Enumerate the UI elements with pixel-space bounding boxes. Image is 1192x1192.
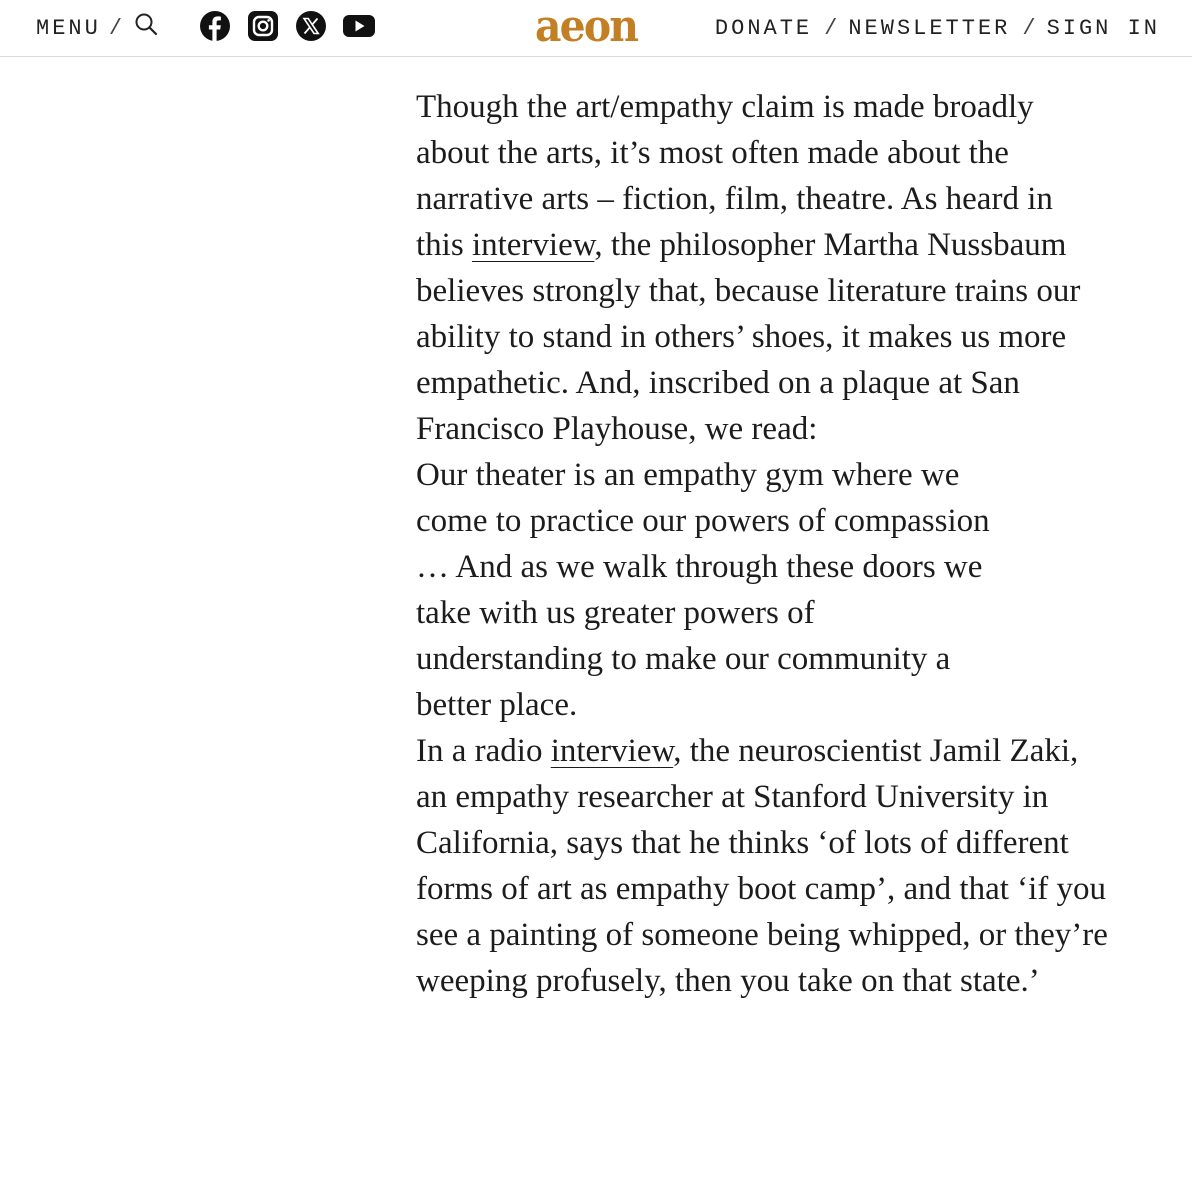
newsletter-link[interactable]: NEWSLETTER: [848, 15, 1011, 41]
instagram-icon[interactable]: [246, 9, 280, 43]
youtube-icon[interactable]: [342, 9, 376, 43]
sign-in-link[interactable]: SIGN IN: [1046, 15, 1160, 41]
paragraph-text: , the philosopher Martha Nussbaum believes strongly that, because literature trains our ability to stand in others’ shoes, it makes us more empathetic. And, inscribed on a plaque at San Francisco Playhouse, we read:: [416, 227, 1081, 447]
interview-link[interactable]: interview: [471, 227, 595, 263]
nav-separator: /: [108, 15, 126, 41]
paragraph-text: In a radio: [416, 733, 551, 769]
nav-separator: /: [824, 15, 841, 41]
article-paragraph: [416, 728, 1116, 1004]
nav-left: [36, 0, 159, 56]
social-links: [198, 9, 376, 43]
x-icon[interactable]: [294, 9, 328, 43]
block-quote: Our theater is an empathy gym where we come to practice our powers of compassion … And as we walk through these doors we take with us greater powers of understanding to make our community a better place.: [416, 457, 990, 723]
nav-right: [715, 0, 1160, 56]
paragraph-text: , the neuroscientist Jamil Zaki, an empathy researcher at Stanford University in California, says that he thinks ‘of lots of different forms of art as empathy boot camp’, and that ‘if you see a painting of someone being whipped, or they’re weeping profusely, then you take on that state.’: [416, 733, 1108, 999]
article-paragraph: [416, 84, 1106, 452]
top-navigation-bar: [0, 0, 1192, 57]
facebook-icon[interactable]: [198, 9, 232, 43]
paragraph-text: Though the art/empathy claim is made broadly about the arts, it’s most often made about the narrative arts – fiction, film, theatre. As heard in this: [416, 89, 1053, 263]
menu-button[interactable]: MENU: [36, 15, 101, 41]
article-body: [416, 84, 1116, 1004]
donate-link[interactable]: DONATE: [714, 15, 813, 41]
aeon-logo[interactable]: aeon: [535, 0, 638, 52]
radio-interview-link[interactable]: interview: [550, 733, 674, 769]
search-icon[interactable]: [133, 11, 159, 37]
nav-separator: /: [1022, 15, 1039, 41]
